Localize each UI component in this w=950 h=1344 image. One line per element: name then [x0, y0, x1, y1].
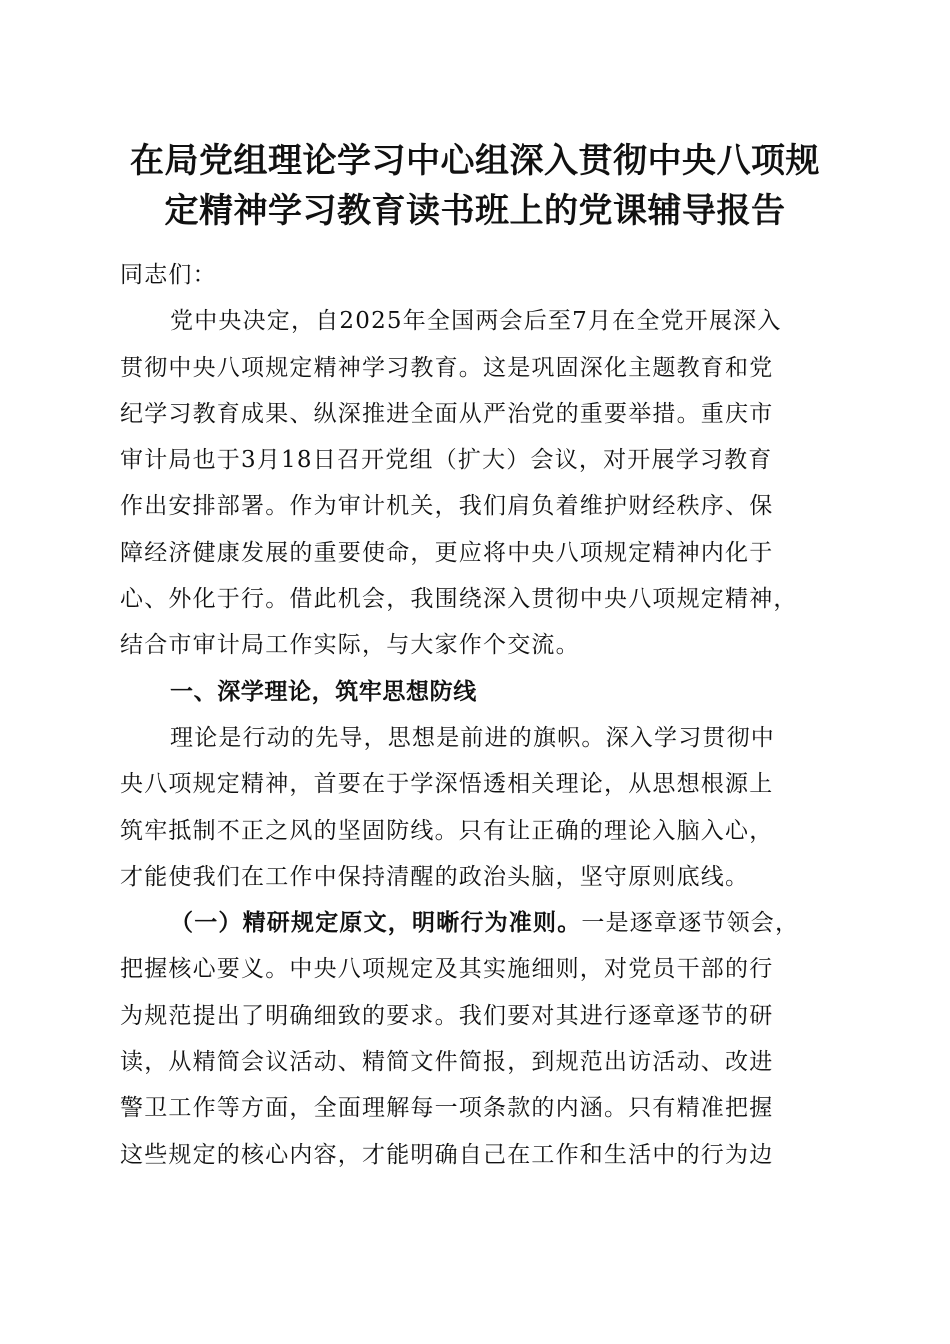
intro-line: 作出安排部署。作为审计机关，我们肩负着维护财经秩序、保: [120, 493, 774, 520]
intro-line: 障经济健康发展的重要使命，更应将中央八项规定精神内化于: [120, 539, 774, 566]
document-title: [110, 136, 840, 236]
subsection-1-line: 这些规定的核心内容，才能明确自己在工作和生活中的行为边: [120, 1141, 774, 1168]
intro-line: 纪学习教育成果、纵深推进全面从严治党的重要举措。重庆市: [120, 400, 774, 427]
intro-line: 党中央决定，自2025年全国两会后至7月在全党开展深入: [170, 308, 782, 335]
subsection-1-paragraph: [120, 900, 825, 1178]
subsection-1-line: 为规范提出了明确细致的要求。我们要对其进行逐章逐节的研: [120, 1002, 774, 1029]
subsection-1-first-rest: 一是逐章逐节领会，: [581, 910, 800, 937]
intro-line: 心、外化于行。借此机会，我围绕深入贯彻中央八项规定精神，: [120, 586, 798, 613]
subsection-1-line: 警卫工作等方面，全面理解每一项条款的内涵。只有精准把握: [120, 1095, 774, 1122]
title-line-1: 在局党组理论学习中心组深入贯彻中央八项规: [130, 141, 820, 181]
intro-paragraph: [120, 298, 825, 668]
subsection-1-line: 把握核心要义。中央八项规定及其实施细则，对党员干部的行: [120, 956, 774, 983]
section-1-line: 央八项规定精神，首要在于学深悟透相关理论，从思想根源上: [120, 771, 774, 798]
subsection-1-lead: （一）精研规定原文，明晰行为准则。: [170, 909, 582, 937]
section-1-heading: 一、深学理论，筑牢思想防线: [170, 678, 477, 705]
title-line-2: 定精神学习教育读书班上的党课辅导报告: [164, 191, 786, 231]
section-1-line: 理论是行动的先导，思想是前进的旗帜。深入学习贯彻中: [170, 724, 775, 751]
section-1-line: 才能使我们在工作中保持清醒的政治头脑，坚守原则底线。: [120, 863, 750, 890]
section-1-paragraph: [120, 715, 825, 900]
section-1-line: 筑牢抵制不正之风的坚固防线。只有让正确的理论入脑入心，: [120, 817, 774, 844]
intro-line: 审计局也于3月18日召开党组（扩大）会议，对开展学习教育: [120, 447, 773, 474]
subsection-1-line: 读，从精简会议活动、精简文件简报，到规范出访活动、改进: [120, 1049, 774, 1076]
subsection-1-first-line: [120, 900, 825, 946]
intro-line: 贯彻中央八项规定精神学习教育。这是巩固深化主题教育和党: [120, 354, 774, 381]
salutation: 同志们：: [120, 262, 217, 288]
document-body: [120, 252, 825, 1178]
intro-line: 结合市审计局工作实际，与大家作个交流。: [120, 632, 580, 659]
